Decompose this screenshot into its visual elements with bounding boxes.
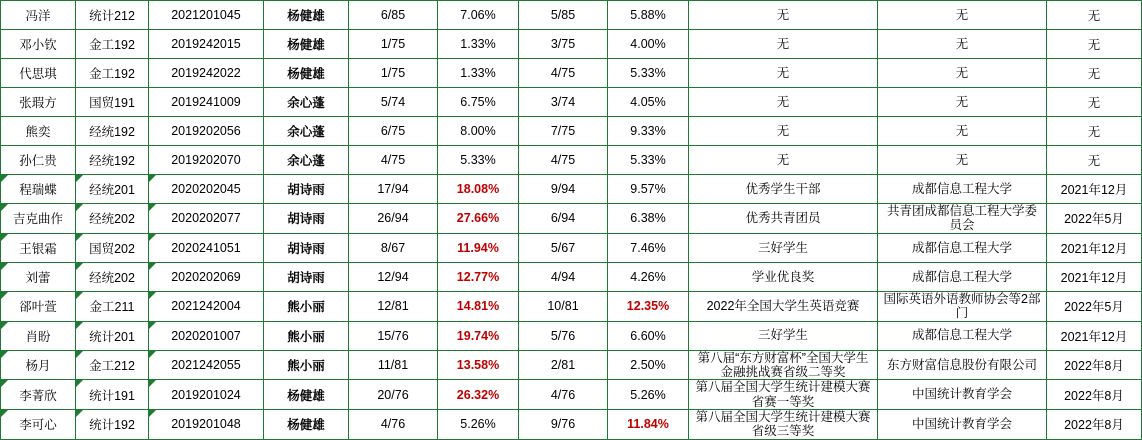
- cell-percent-2: 6.60%: [608, 321, 689, 350]
- cell-class: 国贸202: [76, 233, 149, 262]
- cell-student-id: 2019202056: [149, 117, 264, 146]
- cell-percent-2: 4.00%: [608, 30, 689, 59]
- cell-teacher: 胡诗雨: [264, 175, 349, 204]
- cell-organization: [878, 380, 1047, 410]
- cell-student-id: 2020241051: [149, 233, 264, 262]
- cell-student-id: 2019242022: [149, 59, 264, 88]
- cell-rank-2: 3/75: [519, 30, 608, 59]
- table-row: [1, 410, 1142, 440]
- cell-rank-1: 26/94: [349, 204, 438, 234]
- cell-student-id: 2019201048: [149, 410, 264, 440]
- cell-percent-2: 11.84%: [608, 410, 689, 440]
- cell-percent-2: 4.26%: [608, 262, 689, 291]
- cell-rank-2: 5/67: [519, 233, 608, 262]
- cell-date: 2022年8月: [1047, 350, 1142, 380]
- cell-percent-1: 13.58%: [438, 350, 519, 380]
- cell-class: 经统202: [76, 262, 149, 291]
- cell-honor-text: 无: [776, 94, 790, 109]
- cell-organization-text: 无: [955, 7, 969, 22]
- cell-honor-text: 无: [776, 152, 790, 167]
- cell-honor: [689, 117, 878, 146]
- cell-class: 统计212: [76, 1, 149, 30]
- cell-name: 郤叶萱: [1, 291, 76, 321]
- cell-student-id: 2020202077: [149, 204, 264, 234]
- cell-date: 无: [1047, 59, 1142, 88]
- cell-rank-2: 6/94: [519, 204, 608, 234]
- table-row: [1, 350, 1142, 380]
- cell-honor: [689, 291, 878, 321]
- cell-name: 李可心: [1, 410, 76, 440]
- cell-organization-text: 成都信息工程大学: [911, 328, 1012, 343]
- cell-name: 王银霜: [1, 233, 76, 262]
- cell-class: 金工211: [76, 291, 149, 321]
- cell-rank-1: 6/75: [349, 117, 438, 146]
- cell-date: 2022年5月: [1047, 291, 1142, 321]
- cell-organization-text: 成都信息工程大学: [911, 181, 1012, 196]
- cell-teacher: 余心蓬: [264, 146, 349, 175]
- cell-honor: [689, 233, 878, 262]
- cell-honor-text: 无: [776, 7, 790, 22]
- cell-organization: [878, 204, 1047, 234]
- cell-rank-1: 1/75: [349, 30, 438, 59]
- cell-honor-text: 优秀学生干部: [745, 181, 821, 196]
- cell-honor-text: 无: [776, 36, 790, 51]
- cell-date: 2021年12月: [1047, 321, 1142, 350]
- cell-organization: [878, 350, 1047, 380]
- cell-teacher: 余心蓬: [264, 88, 349, 117]
- cell-rank-2: 5/85: [519, 1, 608, 30]
- cell-name: 冯洋: [1, 1, 76, 30]
- cell-organization-text: 成都信息工程大学: [911, 240, 1012, 255]
- cell-rank-1: 15/76: [349, 321, 438, 350]
- cell-rank-1: 4/75: [349, 146, 438, 175]
- cell-percent-1: 26.32%: [438, 380, 519, 410]
- table-row: [1, 233, 1142, 262]
- cell-percent-2: 7.46%: [608, 233, 689, 262]
- cell-rank-1: 8/67: [349, 233, 438, 262]
- cell-organization-text: 中国统计教育学会: [911, 417, 1012, 432]
- cell-percent-1: 19.74%: [438, 321, 519, 350]
- cell-student-id: 2021242055: [149, 350, 264, 380]
- cell-date: 2022年5月: [1047, 204, 1142, 234]
- cell-date: 2021年12月: [1047, 233, 1142, 262]
- cell-teacher: 杨健雄: [264, 1, 349, 30]
- cell-student-id: 2021201045: [149, 1, 264, 30]
- cell-rank-1: 20/76: [349, 380, 438, 410]
- table-row: [1, 262, 1142, 291]
- cell-organization-text: 成都信息工程大学: [911, 269, 1012, 284]
- cell-honor-text: 三好学生: [757, 328, 808, 343]
- cell-percent-1: 12.77%: [438, 262, 519, 291]
- cell-teacher: 杨健雄: [264, 30, 349, 59]
- cell-percent-1: 18.08%: [438, 175, 519, 204]
- cell-rank-2: 4/75: [519, 146, 608, 175]
- cell-class: 金工192: [76, 30, 149, 59]
- cell-class: 国贸191: [76, 88, 149, 117]
- cell-organization-text: 共青团成都信息工程大学委员会: [886, 204, 1037, 233]
- cell-name: 张瑕方: [1, 88, 76, 117]
- cell-organization: [878, 321, 1047, 350]
- cell-honor-text: 第八届“东方财富杯”全国大学生金融挑战赛省级二等奖: [697, 350, 869, 379]
- cell-rank-1: 11/81: [349, 350, 438, 380]
- cell-rank-2: 7/75: [519, 117, 608, 146]
- cell-percent-1: 8.00%: [438, 117, 519, 146]
- cell-class: 经统192: [76, 117, 149, 146]
- cell-honor: [689, 380, 878, 410]
- cell-organization: [878, 410, 1047, 440]
- cell-percent-2: 5.33%: [608, 146, 689, 175]
- cell-date: 2021年12月: [1047, 175, 1142, 204]
- cell-date: 无: [1047, 88, 1142, 117]
- cell-organization-text: 无: [955, 36, 969, 51]
- cell-honor: [689, 1, 878, 30]
- cell-name: 吉克曲作: [1, 204, 76, 234]
- cell-teacher: 胡诗雨: [264, 204, 349, 234]
- cell-rank-2: 3/74: [519, 88, 608, 117]
- cell-rank-1: 12/94: [349, 262, 438, 291]
- cell-student-id: 2019201024: [149, 380, 264, 410]
- cell-student-id: 2020202045: [149, 175, 264, 204]
- cell-student-id: 2019241009: [149, 88, 264, 117]
- cell-honor-text: 第八届全国大学生统计建模大赛省级三等奖: [695, 410, 871, 439]
- table-row: [1, 204, 1142, 234]
- cell-honor-text: 无: [776, 123, 790, 138]
- cell-percent-1: 27.66%: [438, 204, 519, 234]
- cell-organization: [878, 1, 1047, 30]
- cell-teacher: 胡诗雨: [264, 262, 349, 291]
- cell-student-id: 2020202069: [149, 262, 264, 291]
- cell-name: 肖盼: [1, 321, 76, 350]
- cell-honor-text: 学业优良奖: [751, 269, 815, 284]
- cell-organization: [878, 30, 1047, 59]
- cell-percent-2: 4.05%: [608, 88, 689, 117]
- cell-class: 统计201: [76, 321, 149, 350]
- cell-honor: [689, 30, 878, 59]
- cell-organization: [878, 233, 1047, 262]
- table-row: [1, 321, 1142, 350]
- cell-organization-text: 无: [955, 94, 969, 109]
- cell-teacher: 熊小丽: [264, 291, 349, 321]
- cell-rank-2: 9/94: [519, 175, 608, 204]
- cell-honor-text: 无: [776, 65, 790, 80]
- cell-date: 2022年8月: [1047, 410, 1142, 440]
- cell-name: 熊奕: [1, 117, 76, 146]
- table-row: [1, 380, 1142, 410]
- table-row: [1, 291, 1142, 321]
- cell-honor: [689, 59, 878, 88]
- cell-teacher: 杨健雄: [264, 410, 349, 440]
- cell-honor: [689, 175, 878, 204]
- cell-teacher: 杨健雄: [264, 380, 349, 410]
- cell-name: 杨月: [1, 350, 76, 380]
- cell-organization-text: 无: [955, 65, 969, 80]
- cell-date: 无: [1047, 30, 1142, 59]
- table-row: [1, 1, 1142, 30]
- cell-rank-1: 4/76: [349, 410, 438, 440]
- cell-organization: [878, 262, 1047, 291]
- cell-teacher: 杨健雄: [264, 59, 349, 88]
- cell-rank-1: 6/85: [349, 1, 438, 30]
- cell-organization: [878, 175, 1047, 204]
- cell-organization: [878, 117, 1047, 146]
- cell-percent-2: 12.35%: [608, 291, 689, 321]
- cell-percent-2: 2.50%: [608, 350, 689, 380]
- cell-honor: [689, 321, 878, 350]
- cell-teacher: 熊小丽: [264, 350, 349, 380]
- cell-percent-1: 5.26%: [438, 410, 519, 440]
- cell-honor: [689, 262, 878, 291]
- cell-rank-2: 4/94: [519, 262, 608, 291]
- cell-class: 金工192: [76, 59, 149, 88]
- cell-organization-text: 无: [955, 152, 969, 167]
- cell-rank-2: 5/76: [519, 321, 608, 350]
- cell-rank-2: 2/81: [519, 350, 608, 380]
- cell-name: 孙仁贵: [1, 146, 76, 175]
- table-row: [1, 59, 1142, 88]
- cell-class: 统计191: [76, 380, 149, 410]
- cell-percent-1: 11.94%: [438, 233, 519, 262]
- cell-percent-2: 6.38%: [608, 204, 689, 234]
- cell-class: 经统202: [76, 204, 149, 234]
- cell-date: 无: [1047, 1, 1142, 30]
- cell-name: 邓小钦: [1, 30, 76, 59]
- cell-rank-2: 10/81: [519, 291, 608, 321]
- table-row: [1, 88, 1142, 117]
- table-row: [1, 117, 1142, 146]
- cell-date: 无: [1047, 117, 1142, 146]
- cell-class: 统计192: [76, 410, 149, 440]
- cell-name: 程瑞蝶: [1, 175, 76, 204]
- cell-class: 经统201: [76, 175, 149, 204]
- cell-percent-1: 7.06%: [438, 1, 519, 30]
- cell-organization: [878, 291, 1047, 321]
- cell-percent-1: 6.75%: [438, 88, 519, 117]
- cell-honor-text: 2022年全国大学生英语竞赛: [706, 298, 860, 313]
- cell-percent-1: 1.33%: [438, 30, 519, 59]
- table-body: [1, 1, 1142, 440]
- cell-organization-text: 东方财富信息股份有限公司: [886, 357, 1037, 372]
- cell-organization: [878, 146, 1047, 175]
- cell-percent-2: 5.88%: [608, 1, 689, 30]
- cell-honor-text: 优秀共青团员: [745, 211, 821, 226]
- cell-percent-2: 9.33%: [608, 117, 689, 146]
- cell-honor: [689, 146, 878, 175]
- cell-organization-text: 无: [955, 123, 969, 138]
- cell-student-id: 2019202070: [149, 146, 264, 175]
- cell-honor-text: 三好学生: [757, 240, 808, 255]
- cell-rank-1: 5/74: [349, 88, 438, 117]
- cell-rank-2: 9/76: [519, 410, 608, 440]
- cell-class: 金工212: [76, 350, 149, 380]
- cell-honor-text: 第八届全国大学生统计建模大赛省赛一等奖: [695, 380, 871, 409]
- cell-date: 2022年8月: [1047, 380, 1142, 410]
- cell-date: 2021年12月: [1047, 262, 1142, 291]
- cell-honor: [689, 410, 878, 440]
- cell-name: 代思琪: [1, 59, 76, 88]
- cell-student-id: 2019242015: [149, 30, 264, 59]
- cell-rank-1: 17/94: [349, 175, 438, 204]
- cell-percent-1: 5.33%: [438, 146, 519, 175]
- cell-teacher: 胡诗雨: [264, 233, 349, 262]
- cell-name: 李菁欣: [1, 380, 76, 410]
- cell-percent-2: 9.57%: [608, 175, 689, 204]
- cell-date: 无: [1047, 146, 1142, 175]
- cell-rank-2: 4/75: [519, 59, 608, 88]
- cell-organization-text: 中国统计教育学会: [911, 387, 1012, 402]
- cell-rank-1: 1/75: [349, 59, 438, 88]
- cell-organization: [878, 59, 1047, 88]
- cell-teacher: 余心蓬: [264, 117, 349, 146]
- cell-student-id: 2020201007: [149, 321, 264, 350]
- cell-rank-1: 12/81: [349, 291, 438, 321]
- cell-honor: [689, 88, 878, 117]
- cell-name: 刘蕾: [1, 262, 76, 291]
- cell-percent-1: 14.81%: [438, 291, 519, 321]
- table-row: [1, 175, 1142, 204]
- cell-organization-text: 国际英语外语教师协会等2部门: [883, 291, 1041, 321]
- cell-honor: [689, 204, 878, 234]
- cell-class: 经统192: [76, 146, 149, 175]
- cell-percent-1: 1.33%: [438, 59, 519, 88]
- cell-percent-2: 5.33%: [608, 59, 689, 88]
- cell-organization: [878, 88, 1047, 117]
- table-row: [1, 146, 1142, 175]
- cell-student-id: 2021242004: [149, 291, 264, 321]
- cell-teacher: 熊小丽: [264, 321, 349, 350]
- cell-honor: [689, 350, 878, 380]
- cell-rank-2: 4/76: [519, 380, 608, 410]
- table-row: [1, 30, 1142, 59]
- cell-percent-2: 5.26%: [608, 380, 689, 410]
